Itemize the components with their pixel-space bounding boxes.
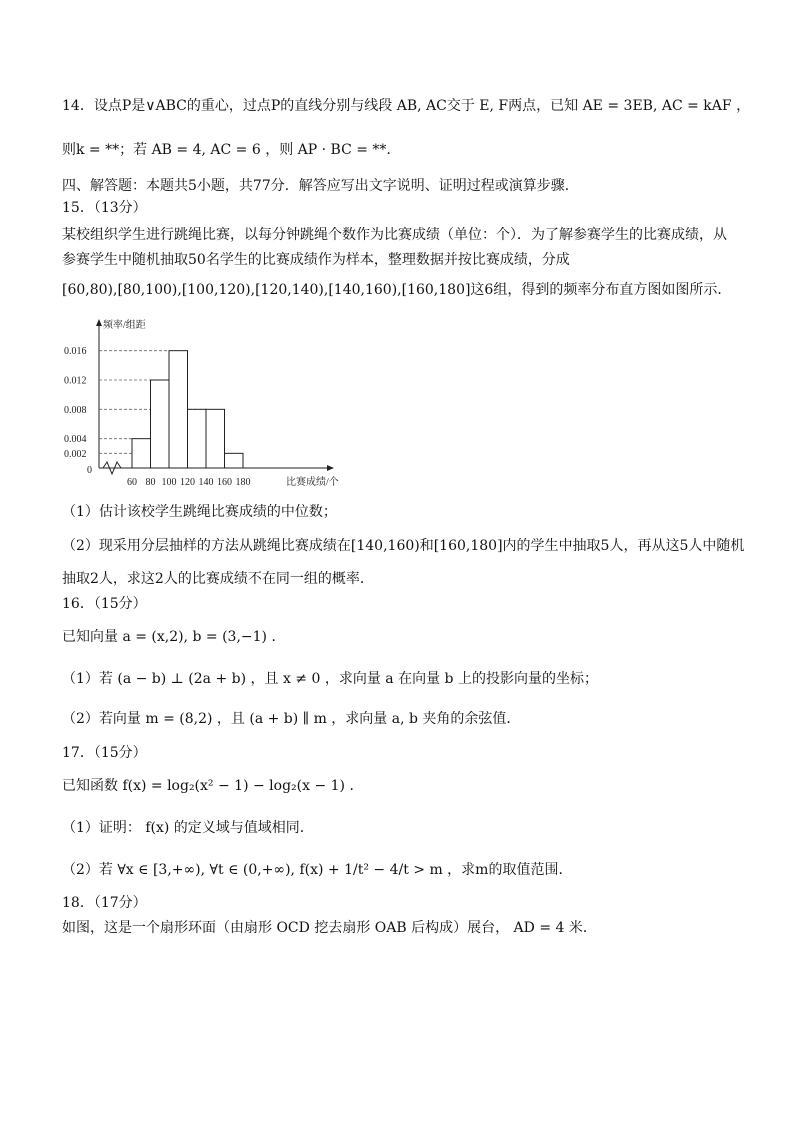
q17-sub1: （1）证明： f(x) 的定义域与值域相同． [62,820,314,836]
q18-para1: 如图，这是一个扇形环面（由扇形 OCD 挖去扇形 OAB 后构成）展台， AD = 4 米． [62,920,597,936]
q17-heading: 17．（15分） [62,745,147,761]
x-tick-label-1: 80 [145,477,156,488]
bar-0 [132,439,151,468]
bar-5 [225,453,244,468]
x-tick-label-5: 160 [217,477,232,488]
q15-para3: [60,80),[80,100),[100,120),[120,140),[140,160),[160,180]这6组，得到的频率分布直方图如图所示． [62,282,732,298]
x-tick-label-6: 180 [235,477,251,488]
x-tick-label-2: 100 [161,477,177,488]
q16-sub1: （1）若 (a − b) ⊥ (2a + b) ，且 x ≠ 0 ，求向量 a 在向量 b 上的投影向量的坐标； [62,671,598,687]
y-tick-label-0: 0.002 [64,448,87,460]
y-tick-label-2: 0.008 [64,404,87,416]
bar-3 [188,409,207,468]
q15-sub1: （1）估计该校学生跳绳比赛成绩的中位数； [62,504,337,520]
y-axis-arrow [96,319,102,326]
q15-para2: 参赛学生中随机抽取50名学生的比赛成绩作为样本，整理数据并按比赛成绩，分成 [62,252,570,268]
q16-para1: 已知向量 a = (x,2), b = (3,−1) ． [62,629,286,645]
q15-heading: 15．（13分） [62,200,147,216]
bar-4 [206,409,225,468]
q16-sub2: （2）若向量 m = (8,2) ，且 (a + b) ∥ m ，求向量 a, b 夹角的余弦值． [62,711,521,727]
q18-heading: 18．（17分） [62,895,147,911]
q17-para1: 已知函数 f(x) = log₂(x² − 1) − log₂(x − 1) ． [62,778,364,794]
q15-para1: 某校组织学生进行跳绳比赛，以每分钟跳绳个数作为比赛成绩（单位：个）．为了解参赛学生的比赛成绩，从 [62,227,727,243]
x-axis-label: 比赛成绩/个 [286,477,339,488]
q16-heading: 16．（15分） [62,596,147,612]
q15-sub2b: 抽取2人，求这2人的比赛成绩不在同一组的概率． [62,571,374,587]
y-tick-label-4: 0.016 [64,346,87,358]
x-tick-label-3: 120 [180,477,195,488]
section-4-heading: 四、解答题：本题共5小题，共77分．解答应写出文字说明、证明过程或演算步骤． [62,178,579,194]
x-tick-label-4: 140 [198,477,214,488]
q17-sub2: （2）若 ∀x ∈ [3,+∞), ∀t ∈ (0,+∞), f(x) + 1/t² − 4/t > m ，求m的取值范围． [62,862,573,878]
q15-sub2a: （2）现采用分层抽样的方法从跳绳比赛成绩在[140,160)和[160,180]内的学生中抽取5人，再从这5人中随机 [62,538,745,554]
q14-line1: 14．设点P是∨ABC的重心，过点P的直线分别与线段 AB, AC交于 E, F两点，已知 AE = 3EB, AC = kAF ， [62,98,751,114]
q14-line2: 则k = **；若 AB = 4, AC = 6 ，则 AP · BC = **. [62,142,391,158]
origin-label: 0 [87,465,92,476]
x-axis-arrow [327,465,334,471]
y-tick-label-3: 0.012 [64,375,87,387]
y-axis-label: 频率/组距 [103,320,146,331]
y-tick-label-1: 0.004 [64,434,87,446]
frequency-histogram [62,316,362,491]
x-tick-label-0: 60 [127,477,137,488]
bar-2 [169,351,188,468]
bar-1 [151,380,170,468]
